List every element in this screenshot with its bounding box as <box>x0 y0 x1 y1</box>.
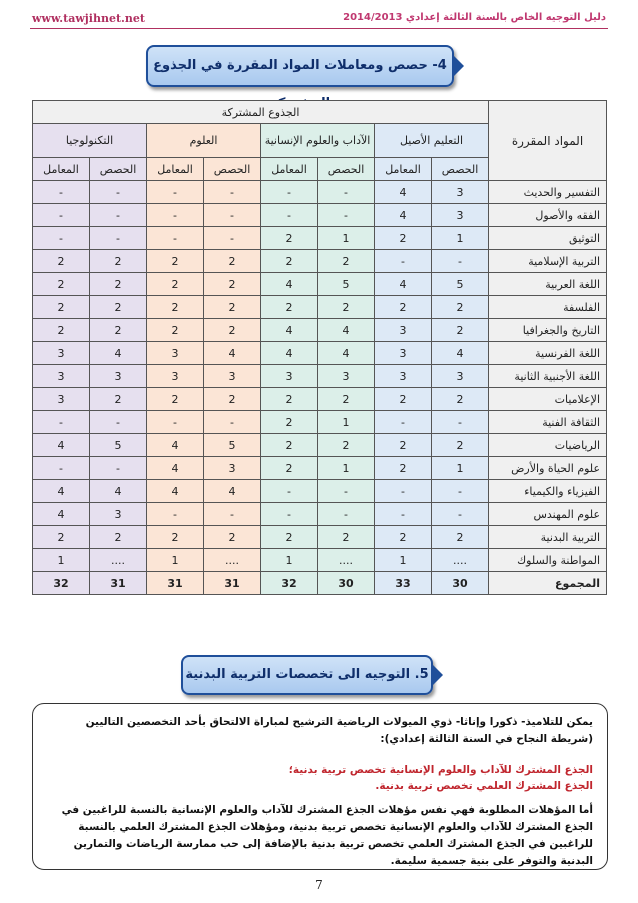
hessas-cell: - <box>204 411 261 434</box>
hessas-cell: 4 <box>204 342 261 365</box>
hessas-cell: - <box>204 204 261 227</box>
moamil-cell: 2 <box>147 319 204 342</box>
moamil-cell: 2 <box>261 526 318 549</box>
hessas-cell: 5 <box>204 434 261 457</box>
hessas-cell: 2 <box>432 434 489 457</box>
page-header <box>0 0 638 30</box>
col-moamil: المعامل <box>147 158 204 181</box>
section4-title: 4- حصص ومعاملات المواد المقررة في الجذوع <box>153 58 447 73</box>
hessas-cell: 2 <box>318 434 375 457</box>
hessas-cell: 2 <box>90 296 147 319</box>
moamil-cell: - <box>147 227 204 250</box>
hessas-cell: 4 <box>204 480 261 503</box>
col-hessas: الحصص <box>432 158 489 181</box>
moamil-cell: 4 <box>147 457 204 480</box>
section4-banner <box>146 45 454 87</box>
moamil-cell: - <box>33 457 90 480</box>
table-row <box>33 365 607 388</box>
moamil-cell: 2 <box>261 434 318 457</box>
subject-name: علوم الحياة والأرض <box>489 457 607 480</box>
moamil-cell: 2 <box>33 296 90 319</box>
hessas-cell: 3 <box>432 181 489 204</box>
page-number: 7 <box>315 878 323 892</box>
col-moamil: المعامل <box>33 158 90 181</box>
hessas-cell: 1 <box>318 227 375 250</box>
subject-column-header: المواد المقررة <box>489 101 607 181</box>
hessas-cell: 31 <box>90 572 147 595</box>
moamil-cell: 4 <box>33 434 90 457</box>
moamil-cell: 3 <box>147 342 204 365</box>
moamil-cell: 2 <box>375 388 432 411</box>
table-row <box>33 411 607 434</box>
subject-name: الفقه والأصول <box>489 204 607 227</box>
subjects-table <box>32 100 607 595</box>
hessas-cell: 2 <box>318 526 375 549</box>
total-label: المجموع <box>489 572 607 595</box>
moamil-cell: - <box>261 480 318 503</box>
moamil-cell: 31 <box>147 572 204 595</box>
hessas-cell: .... <box>432 549 489 572</box>
hessas-cell: 2 <box>204 388 261 411</box>
moamil-cell: 4 <box>33 503 90 526</box>
hessas-cell: 3 <box>90 503 147 526</box>
hessas-cell: 3 <box>432 365 489 388</box>
orientation-textbox <box>32 703 608 870</box>
moamil-cell: 2 <box>147 273 204 296</box>
moamil-cell: 1 <box>147 549 204 572</box>
hessas-cell: - <box>204 181 261 204</box>
moamil-cell: 2 <box>147 388 204 411</box>
hessas-cell: 2 <box>204 319 261 342</box>
moamil-cell: 3 <box>33 388 90 411</box>
moamil-cell: - <box>261 204 318 227</box>
moamil-cell: 4 <box>375 273 432 296</box>
moamil-cell: 4 <box>261 319 318 342</box>
hessas-cell: 30 <box>432 572 489 595</box>
moamil-cell: 2 <box>375 434 432 457</box>
website-url: www.tawjihnet.net <box>32 12 145 25</box>
subject-name: التوثيق <box>489 227 607 250</box>
hessas-cell: 2 <box>318 388 375 411</box>
moamil-cell: - <box>261 181 318 204</box>
moamil-cell: - <box>147 204 204 227</box>
moamil-cell: 2 <box>261 411 318 434</box>
moamil-cell: 2 <box>261 457 318 480</box>
moamil-cell: 2 <box>147 250 204 273</box>
hessas-cell: 3 <box>204 457 261 480</box>
hessas-cell: 2 <box>318 296 375 319</box>
hessas-cell: 1 <box>432 227 489 250</box>
moamil-cell: - <box>33 204 90 227</box>
subject-name: التربية البدنية <box>489 526 607 549</box>
hessas-cell: 2 <box>432 319 489 342</box>
option-scientific: الجذع المشترك العلمي تخصص تربية بدنية. <box>375 780 593 792</box>
hessas-cell: 5 <box>432 273 489 296</box>
option-literary: الجذع المشترك للآداب والعلوم الإنسانية تخصص تربية بدنية؛ <box>288 764 593 776</box>
hessas-cell: 3 <box>204 365 261 388</box>
hessas-cell: 2 <box>204 526 261 549</box>
moamil-cell: - <box>147 181 204 204</box>
hessas-cell: 3 <box>318 365 375 388</box>
stream-options <box>289 762 593 794</box>
hessas-cell: - <box>432 250 489 273</box>
hessas-cell: - <box>432 480 489 503</box>
table-row <box>33 526 607 549</box>
moamil-cell: - <box>261 503 318 526</box>
hessas-cell: 2 <box>204 250 261 273</box>
moamil-cell: - <box>375 503 432 526</box>
subject-name: التاريخ والجغرافيا <box>489 319 607 342</box>
subject-name: التفسير والحديث <box>489 181 607 204</box>
moamil-cell: 2 <box>375 457 432 480</box>
hessas-cell: - <box>90 227 147 250</box>
col-hessas: الحصص <box>90 158 147 181</box>
total-row <box>33 572 607 595</box>
hessas-cell: - <box>90 457 147 480</box>
col-moamil: المعامل <box>261 158 318 181</box>
hessas-cell: - <box>318 503 375 526</box>
moamil-cell: 2 <box>261 227 318 250</box>
hessas-cell: - <box>90 411 147 434</box>
hessas-cell: 2 <box>204 273 261 296</box>
hessas-cell: 2 <box>90 319 147 342</box>
moamil-cell: 2 <box>375 526 432 549</box>
moamil-cell: 2 <box>33 273 90 296</box>
moamil-cell: - <box>147 503 204 526</box>
hessas-cell: - <box>90 181 147 204</box>
table-row <box>33 388 607 411</box>
subject-name: الإعلاميات <box>489 388 607 411</box>
moamil-cell: - <box>147 411 204 434</box>
hessas-cell: 2 <box>432 296 489 319</box>
hessas-cell: 2 <box>432 388 489 411</box>
moamil-cell: 2 <box>147 526 204 549</box>
stream-header: التكنولوجيا <box>33 124 147 158</box>
moamil-cell: 4 <box>375 181 432 204</box>
hessas-cell: 4 <box>90 342 147 365</box>
hessas-cell: 2 <box>204 296 261 319</box>
hessas-cell: - <box>318 181 375 204</box>
table-row <box>33 227 607 250</box>
moamil-cell: - <box>375 480 432 503</box>
table-row <box>33 480 607 503</box>
moamil-cell: 4 <box>261 273 318 296</box>
hessas-cell: - <box>90 204 147 227</box>
subject-name: التربية الإسلامية <box>489 250 607 273</box>
hessas-cell: 2 <box>90 250 147 273</box>
hessas-cell: 2 <box>90 273 147 296</box>
moamil-cell: 4 <box>147 434 204 457</box>
moamil-cell: 2 <box>375 227 432 250</box>
moamil-cell: - <box>33 227 90 250</box>
table-row <box>33 204 607 227</box>
hessas-cell: 1 <box>318 457 375 480</box>
subject-name: اللغة العربية <box>489 273 607 296</box>
section5-title: 5. التوجيه الى تخصصات التربية البدنية <box>185 667 429 682</box>
subject-name: الفيزياء والكيمياء <box>489 480 607 503</box>
table-row <box>33 273 607 296</box>
col-moamil: المعامل <box>375 158 432 181</box>
moamil-cell: - <box>33 181 90 204</box>
subject-name: علوم المهندس <box>489 503 607 526</box>
hessas-cell: 4 <box>318 342 375 365</box>
moamil-cell: 2 <box>261 296 318 319</box>
table-row <box>33 296 607 319</box>
hessas-cell: 5 <box>90 434 147 457</box>
group-title: الجذوع المشتركة <box>33 101 489 124</box>
moamil-cell: 33 <box>375 572 432 595</box>
hessas-cell: - <box>204 227 261 250</box>
moamil-cell: - <box>33 411 90 434</box>
moamil-cell: 2 <box>33 319 90 342</box>
hessas-cell: 4 <box>432 342 489 365</box>
table-row <box>33 549 607 572</box>
col-hessas: الحصص <box>204 158 261 181</box>
moamil-cell: 3 <box>375 342 432 365</box>
subject-name: المواطنة والسلوك <box>489 549 607 572</box>
subject-name: اللغة الفرنسية <box>489 342 607 365</box>
moamil-cell: 4 <box>375 204 432 227</box>
moamil-cell: 2 <box>147 296 204 319</box>
moamil-cell: 2 <box>33 250 90 273</box>
moamil-cell: 1 <box>261 549 318 572</box>
moamil-cell: 2 <box>261 250 318 273</box>
requirements-paragraph: أما المؤهلات المطلوبة فهي نفس مؤهلات الجذع المشترك للآداب والعلوم الإنسانية بالنسبة للراغبين في الجذع المشترك للآداب والعلوم الإنسانية تخصص تربية بدنية، ومؤهلات الجذع المشترك العلمي بالنسبة للراغبين في الجذع المشترك العلمي تخصص تربية بدنية بالإضافة إلى حب ممارسة الرياضات والتمارين البدنية والتوفر على بنية جسمية سليمة. <box>61 804 593 867</box>
moamil-cell: 32 <box>261 572 318 595</box>
moamil-cell: 3 <box>33 342 90 365</box>
moamil-cell: 4 <box>147 480 204 503</box>
table-row <box>33 434 607 457</box>
section5-banner <box>181 655 433 695</box>
subject-name: اللغة الأجنبية الثانية <box>489 365 607 388</box>
moamil-cell: 4 <box>33 480 90 503</box>
moamil-cell: 2 <box>33 526 90 549</box>
hessas-cell: - <box>318 480 375 503</box>
hessas-cell: 31 <box>204 572 261 595</box>
moamil-cell: 3 <box>147 365 204 388</box>
hessas-cell: 4 <box>90 480 147 503</box>
hessas-cell: 30 <box>318 572 375 595</box>
moamil-cell: 2 <box>375 296 432 319</box>
col-hessas: الحصص <box>318 158 375 181</box>
moamil-cell: - <box>375 250 432 273</box>
hessas-cell: 1 <box>432 457 489 480</box>
hessas-cell: - <box>432 411 489 434</box>
hessas-cell: - <box>318 204 375 227</box>
hessas-cell: 4 <box>318 319 375 342</box>
hessas-cell: - <box>204 503 261 526</box>
moamil-cell: 3 <box>375 365 432 388</box>
guide-title: دليل التوجيه الخاص بالسنة الثالثة إعدادي 2014/2013 <box>343 12 606 23</box>
stream-header: العلوم <box>147 124 261 158</box>
hessas-cell: 3 <box>432 204 489 227</box>
intro-paragraph: يمكن للتلاميذ- ذكورا وإناثا- ذوي الميولات الرياضية الترشيح لمباراة الالتحاق بأحد التخصصين التاليين (شريطة النجاح في السنة الثالثة إعدادي): <box>85 716 593 745</box>
hessas-cell: .... <box>204 549 261 572</box>
moamil-cell: 2 <box>261 388 318 411</box>
hessas-cell: 2 <box>432 526 489 549</box>
moamil-cell: 1 <box>375 549 432 572</box>
table-row <box>33 319 607 342</box>
table-row <box>33 181 607 204</box>
subject-name: الرياضيات <box>489 434 607 457</box>
table-row <box>33 342 607 365</box>
subject-name: الثقافة الفنية <box>489 411 607 434</box>
moamil-cell: 32 <box>33 572 90 595</box>
table-row <box>33 457 607 480</box>
header-divider <box>30 28 608 29</box>
table-row <box>33 503 607 526</box>
hessas-cell: .... <box>318 549 375 572</box>
moamil-cell: 4 <box>261 342 318 365</box>
hessas-cell: 2 <box>90 526 147 549</box>
hessas-cell: 5 <box>318 273 375 296</box>
hessas-cell: .... <box>90 549 147 572</box>
stream-header: التعليم الأصيل <box>375 124 489 158</box>
hessas-cell: 2 <box>90 388 147 411</box>
subject-name: الفلسفة <box>489 296 607 319</box>
moamil-cell: 3 <box>261 365 318 388</box>
hessas-cell: 3 <box>90 365 147 388</box>
moamil-cell: - <box>375 411 432 434</box>
stream-header: الآداب والعلوم الإنسانية <box>261 124 375 158</box>
moamil-cell: 3 <box>375 319 432 342</box>
moamil-cell: 1 <box>33 549 90 572</box>
table-row <box>33 250 607 273</box>
hessas-cell: 2 <box>318 250 375 273</box>
hessas-cell: 1 <box>318 411 375 434</box>
hessas-cell: - <box>432 503 489 526</box>
moamil-cell: 3 <box>33 365 90 388</box>
